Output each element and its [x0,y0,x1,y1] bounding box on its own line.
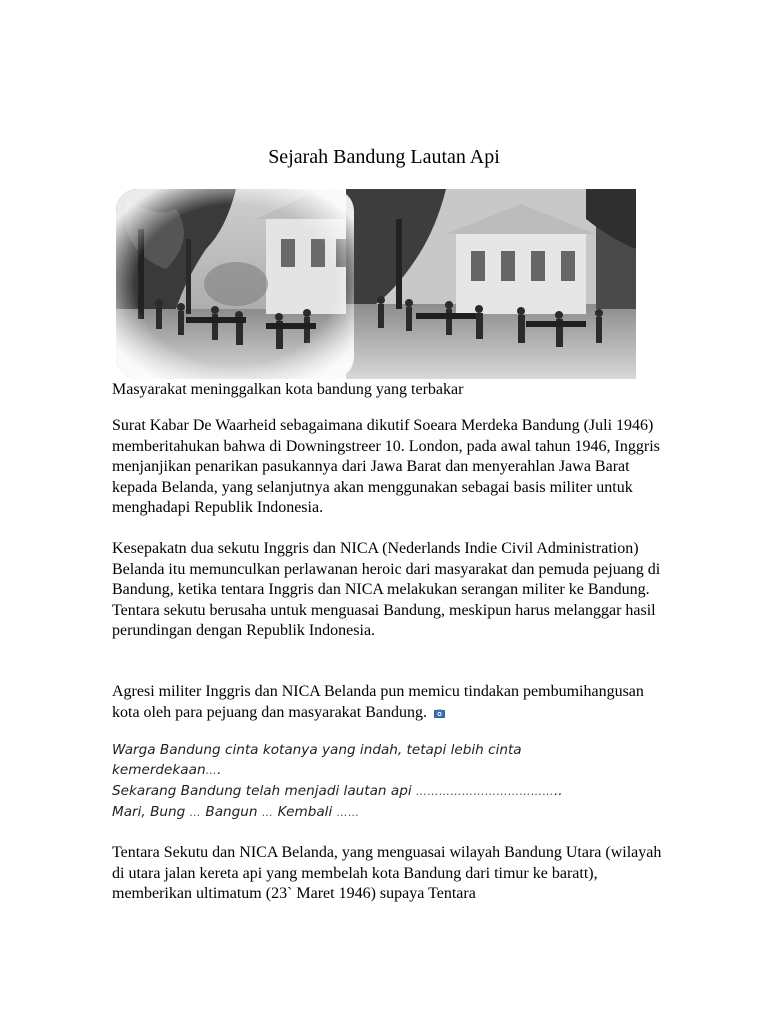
poem-line-4 [112,802,632,823]
ellipsis: …… [336,806,360,819]
photo-collage [116,189,636,379]
poem-line-4-b: Bangun [201,804,262,820]
poem-line-2 [112,760,632,781]
ellipsis: ……………………………… [415,785,554,798]
poem-line-4-c: Kembali [273,804,337,820]
poem-line-3 [112,781,632,802]
paragraph-3-text: Agresi militer Inggris dan NICA Belanda pun memicu tindakan pembumihangusan kota oleh para pejuang dan masyarakat Bandung. [112,683,644,721]
ellipsis: … [261,806,274,819]
poem-block [112,740,632,823]
paragraph-4: Tentara Sekutu dan NICA Belanda, yang menguasai wilayah Bandung Utara (wilayah di utara jalan kereta api yang membelah kota Bandung dari timur ke baratt), memberikan ultimatum (23` Maret 1946) supaya Tentara [112,844,662,902]
paragraph-2: Kesepakatn dua sekutu Inggris dan NICA (Nederlands Indie Civil Administration) Belanda itu memunculkan perlawanan heroic dari masyarakat dan pemuda pejuang di Bandung, ketika tentara Inggris dan NICA melakukan serangan militer ke Bandung. Tentara sekutu berusaha untuk menguasai Bandung, meskipun harus melanggar hasil perundingan dengan Republik Indonesia. [112,540,661,639]
paragraph-1: Surat Kabar De Waarheid sebagaimana dikutif Soeara Merdeka Bandung (Juli 1946) memberitahukan bahwa di Downingstreer 10. London, pada awal tahun 1946, Inggris menjanjikan penarikan pasukannya dari Jawa Barat dan menyerahlan Jawa Barat kepada Belanda, yang selanjutnya akan menggunakan sebagai basis militer untuk menghadapi Republik Indonesia. [112,417,660,516]
poem-line-3-text: Sekarang Bandung telah menjadi lautan api [112,783,416,799]
ellipsis: … [205,764,218,777]
camera-icon[interactable] [434,709,445,718]
photo-caption: Masyarakat meninggalkan kota bandung yang terbakar [112,381,464,398]
poem-line-1: Warga Bandung cinta kotanya yang indah, tetapi lebih cinta [112,742,522,758]
page-title: Sejarah Bandung Lautan Api [268,146,500,168]
ellipsis: … [189,806,202,819]
poem-line-2-end: . [217,762,222,778]
poem-line-3-end: .. [553,783,563,799]
paragraph-3 [112,682,672,723]
photo-collage-image [116,189,636,379]
poem-line-4-a: Mari, Bung [112,804,190,820]
poem-line-2-text: kemerdekaan [112,762,206,778]
